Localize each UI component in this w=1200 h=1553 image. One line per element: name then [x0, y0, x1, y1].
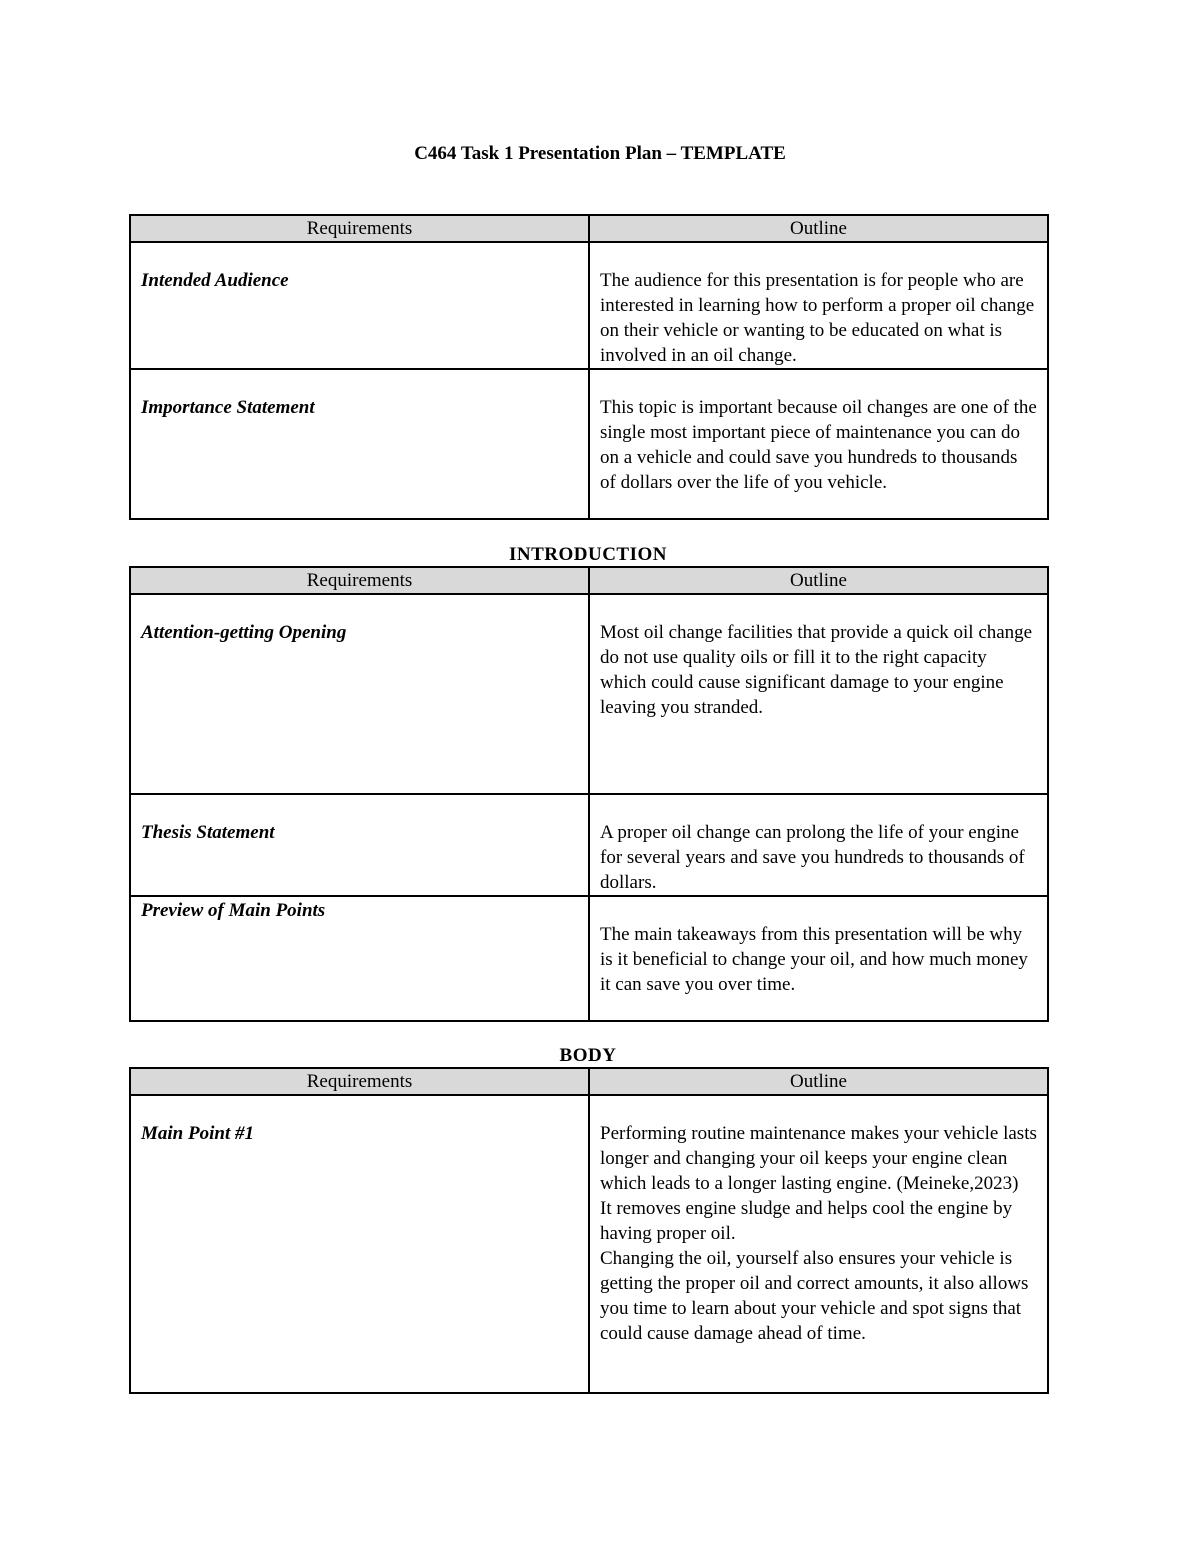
outline-paragraph: It removes engine sludge and helps cool the engine by having proper oil.: [600, 1198, 1013, 1244]
table-row: [130, 896, 1048, 1021]
column-header-requirements: Requirements: [130, 567, 589, 594]
outline-attention-opening: Most oil change facilities that provide a quick oil change do not use quality oils or fill it to the right capacity which could cause significant damage to your engine leaving you stranded.: [589, 594, 1048, 794]
outline-importance-statement: This topic is important because oil changes are one of the single most important piece of maintenance you can do on a vehicle and could save you hundreds to thousands of dollars over the life of you vehicle.: [589, 369, 1048, 519]
column-header-outline: Outline: [589, 1068, 1048, 1095]
table-row: [130, 794, 1048, 896]
outline-thesis-statement: A proper oil change can prolong the life of your engine for several years and save you hundreds to thousands of dollars.: [589, 794, 1048, 896]
page-title: C464 Task 1 Presentation Plan – TEMPLATE: [414, 143, 786, 164]
requirement-intended-audience: Intended Audience: [130, 242, 589, 369]
requirement-thesis-statement: Thesis Statement: [130, 794, 589, 896]
requirement-main-point-1: Main Point #1: [130, 1095, 589, 1393]
body-heading: BODY: [559, 1045, 617, 1066]
outline-preview-main-points: The main takeaways from this presentation will be why is it beneficial to change your oil, and how much money it can save you over time.: [589, 896, 1048, 1021]
outline-main-point-1: [589, 1095, 1048, 1393]
table-header-row: [130, 1068, 1048, 1095]
requirement-preview-main-points: Preview of Main Points: [130, 896, 589, 1021]
outline-intended-audience: The audience for this presentation is for people who are interested in learning how to perform a proper oil change on their vehicle or wanting to be educated on what is involved in an oil change.: [589, 242, 1048, 369]
body-table: [129, 1067, 1049, 1394]
introduction-table: [129, 566, 1049, 1022]
requirement-attention-opening: Attention-getting Opening: [130, 594, 589, 794]
audience-table: [129, 214, 1049, 520]
column-header-outline: Outline: [589, 567, 1048, 594]
table-row: [130, 1095, 1048, 1393]
outline-paragraph: Changing the oil, yourself also ensures your vehicle is getting the proper oil and correct amounts, it also allows you time to learn about your vehicle and spot signs that could cause damage ahead of time.: [600, 1248, 1029, 1344]
introduction-heading: INTRODUCTION: [508, 544, 668, 565]
table-row: [130, 369, 1048, 519]
table-row: [130, 594, 1048, 794]
table-header-row: [130, 567, 1048, 594]
table-row: [130, 242, 1048, 369]
column-header-requirements: Requirements: [130, 215, 589, 242]
column-header-requirements: Requirements: [130, 1068, 589, 1095]
outline-paragraph: Performing routine maintenance makes your vehicle lasts longer and changing your oil keeps your engine clean which leads to a longer lasting engine. (Meineke,2023): [600, 1123, 1037, 1194]
column-header-outline: Outline: [589, 215, 1048, 242]
requirement-importance-statement: Importance Statement: [130, 369, 589, 519]
table-header-row: [130, 215, 1048, 242]
